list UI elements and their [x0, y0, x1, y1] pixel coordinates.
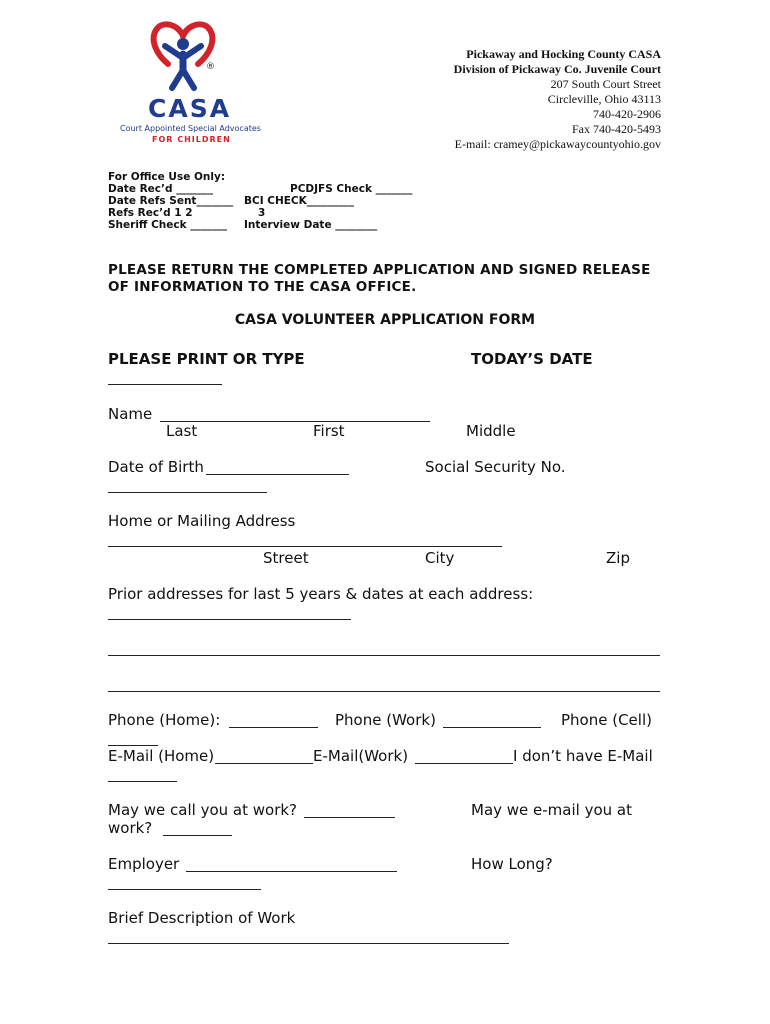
office-three: 3: [258, 207, 266, 219]
phone-home-field[interactable]: [229, 727, 318, 728]
employer-field[interactable]: [186, 871, 397, 872]
email-work-field[interactable]: [415, 763, 513, 764]
name-label: Name: [108, 405, 153, 423]
heart-figure-icon: [148, 18, 218, 93]
email-work-label: E-Mail(Work): [313, 747, 409, 765]
phone-number: 740-420-2906: [593, 107, 661, 121]
prior-address-field-1[interactable]: [108, 619, 351, 620]
registered-mark: ®: [206, 62, 215, 72]
office-pcdjfs: PCDJFS Check _______: [290, 183, 413, 195]
phone-cell-label: Phone (Cell): [561, 711, 652, 729]
office-sheriff: Sheriff Check _______: [108, 219, 228, 231]
office-bci: BCI CHECK_________: [244, 195, 355, 207]
email-at-work-label-2: work?: [108, 819, 153, 837]
logo-subtitle: Court Appointed Special Advocates: [120, 124, 261, 133]
name-field[interactable]: [160, 421, 430, 422]
office-date-recd: Date Rec’d _______: [108, 183, 213, 195]
prior-addresses-label: Prior addresses for last 5 years & dates at each address:: [108, 585, 534, 603]
email-home-field[interactable]: [215, 763, 313, 764]
office-interview: Interview Date ________: [244, 219, 378, 231]
no-email-field[interactable]: [108, 781, 177, 782]
phone-work-field[interactable]: [443, 727, 541, 728]
office-refs-sent: Date Refs Sent_______: [108, 195, 234, 207]
ssn-label: Social Security No.: [425, 458, 566, 476]
dob-field[interactable]: [206, 474, 349, 475]
ssn-field[interactable]: [108, 492, 267, 493]
dob-label: Date of Birth: [108, 458, 204, 476]
middle-label: Middle: [466, 422, 516, 440]
street-address: 207 South Court Street: [550, 77, 661, 91]
org-name: Pickaway and Hocking County CASA: [466, 47, 661, 61]
print-or-type-label: PLEASE PRINT OR TYPE: [108, 350, 305, 368]
prior-address-field-2[interactable]: [108, 655, 660, 656]
employer-label: Employer: [108, 855, 180, 873]
email-home-label: E-Mail (Home): [108, 747, 215, 765]
form-title: CASA VOLUNTEER APPLICATION FORM: [234, 312, 536, 328]
first-label: First: [313, 422, 345, 440]
todays-date-field[interactable]: [108, 384, 222, 385]
call-at-work-field[interactable]: [304, 817, 395, 818]
last-label: Last: [166, 422, 198, 440]
email-at-work-field[interactable]: [163, 835, 232, 836]
prior-address-field-3[interactable]: [108, 691, 660, 692]
phone-home-label: Phone (Home):: [108, 711, 221, 729]
how-long-label: How Long?: [471, 855, 553, 873]
phone-cell-field[interactable]: [108, 745, 158, 746]
notice-line-1: PLEASE RETURN THE COMPLETED APPLICATION AND SIGNED RELEASE: [108, 262, 651, 278]
logo-word: CASA: [148, 94, 232, 123]
todays-date-label: TODAY’S DATE: [471, 350, 593, 368]
email-at-work-label-1: May we e-mail you at: [471, 801, 632, 819]
call-at-work-label: May we call you at work?: [108, 801, 298, 819]
zip-label: Zip: [606, 549, 630, 567]
phone-work-label: Phone (Work): [335, 711, 436, 729]
work-description-label: Brief Description of Work: [108, 909, 296, 927]
email-address: E-mail: cramey@pickawaycountyohio.gov: [454, 137, 661, 151]
no-email-label: I don’t have E-Mail: [513, 747, 653, 765]
logo-tagline: FOR CHILDREN: [152, 135, 231, 144]
division-name: Division of Pickaway Co. Juvenile Court: [453, 62, 661, 76]
fax-number: Fax 740-420-5493: [572, 122, 661, 136]
casa-logo: [118, 18, 261, 146]
city-label: City: [425, 549, 455, 567]
how-long-field[interactable]: [108, 889, 261, 890]
street-label: Street: [263, 549, 309, 567]
office-refs-recd: Refs Rec’d 1 2: [108, 207, 193, 219]
work-description-field[interactable]: [108, 943, 509, 944]
address-label: Home or Mailing Address: [108, 512, 296, 530]
office-heading: For Office Use Only:: [108, 171, 226, 183]
notice-line-2: OF INFORMATION TO THE CASA OFFICE.: [108, 279, 417, 295]
address-field[interactable]: [108, 546, 502, 547]
city-address: Circleville, Ohio 43113: [547, 92, 661, 106]
